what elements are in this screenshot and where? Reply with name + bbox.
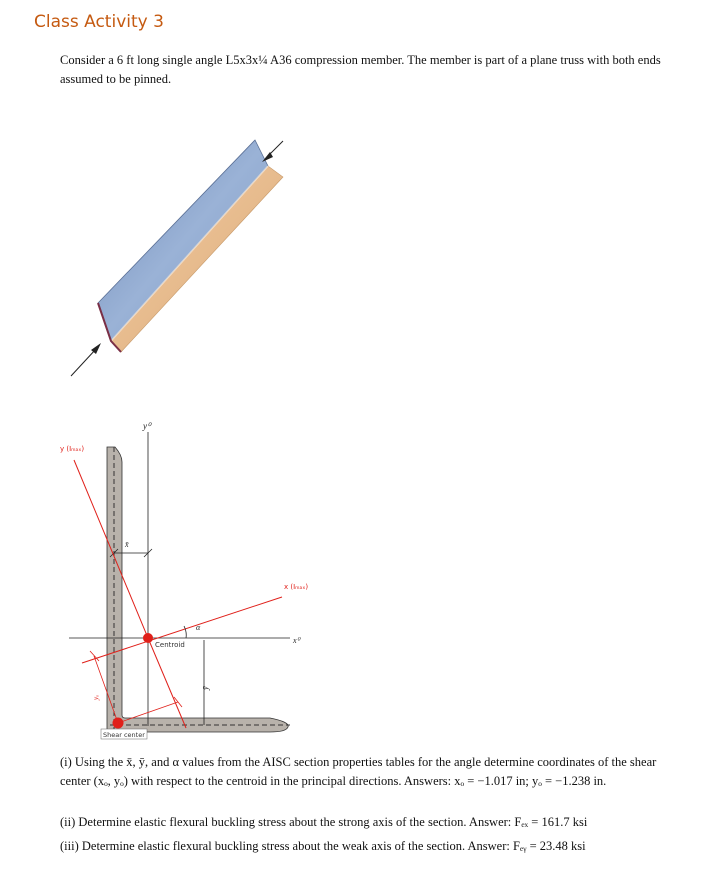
angle-cross-section bbox=[107, 447, 288, 732]
x0-label: x⁰ bbox=[293, 636, 300, 645]
centroid-label: Centroid bbox=[155, 641, 185, 649]
y-max-label: y (Iₘₐₓ) bbox=[60, 445, 85, 453]
shear-center-point bbox=[113, 718, 124, 729]
centroid-point bbox=[143, 633, 153, 643]
yo-label: yₒ bbox=[92, 694, 100, 700]
question-3: (iii) Determine elastic flexural buckling stress about the weak axis of the section. Answer: Fₑᵧ = 23.48 ksi bbox=[60, 839, 586, 853]
problem-statement: Consider a 6 ft long single angle L5x3x¼ A36 compression member. The member is part of a plane truss with both ends assumed to be pinned. bbox=[60, 53, 661, 86]
question-1: (i) Using the x̄, ȳ, and α values from the AISC section properties tables for the angle determine coordinates of the shear center (xₒ, yₒ) with respect to the centroid in the principal directions. Answers: xₒ = −1.017 in; yₒ = −1.238 in. bbox=[60, 755, 657, 788]
page-title: Class Activity 3 bbox=[34, 12, 164, 32]
xbar-label: x̄ bbox=[125, 540, 129, 549]
x-max-label: x (Iₘₐₓ) bbox=[284, 583, 309, 591]
question-2: (ii) Determine elastic flexural buckling stress about the strong axis of the section. Answer: Fₑₓ = 161.7 ksi bbox=[60, 815, 588, 829]
alpha-label: α bbox=[196, 623, 201, 632]
y0-label: y⁰ bbox=[143, 421, 151, 431]
shear-center-label: Shear center bbox=[103, 731, 145, 739]
ybar-label: ȳ bbox=[201, 686, 210, 690]
